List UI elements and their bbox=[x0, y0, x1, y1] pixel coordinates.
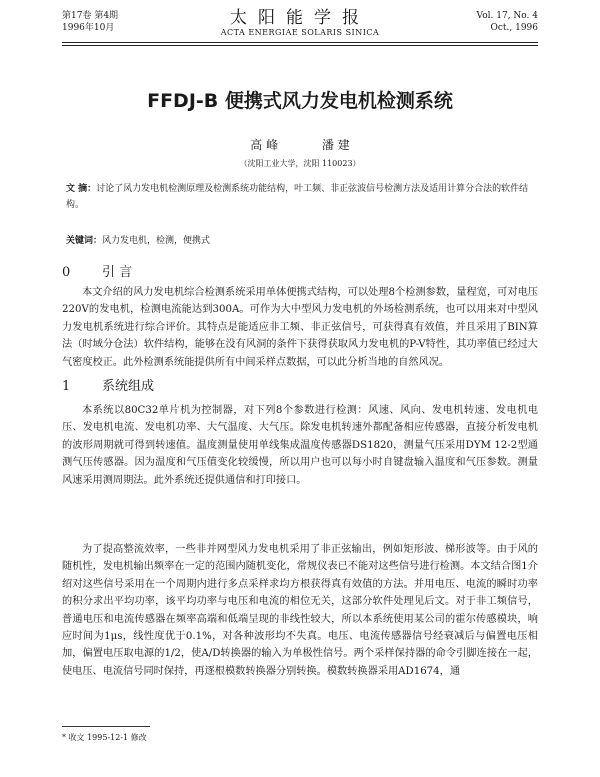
section-title: 引 言 bbox=[102, 265, 133, 280]
section-title: 系统组成 bbox=[102, 379, 155, 394]
issue-info bbox=[62, 10, 118, 34]
body-paragraph: 本系统以80C32单片机为控制器，对下列8个参数进行检测：风速、风向、发电机转速、发电机电压、发电机电流、发电机功率、大气温度、大气压。除发电机转速外都配备相应传感器，直接分析发电机的波形周期就可得到转速值。温度测量使用单线集成温度传感器DS1820，测量气压采用DYM 12-2型通测气压传感器。因为温度和气压值变化较缓慢，所以用户也可以每小时自键盘输入温度和气压参数。测量风速采用测周期法。此外系统还提供通信和打印接口。 bbox=[62, 405, 538, 486]
issue-volume: 第17卷 第4期 bbox=[62, 11, 119, 21]
volume-date: Oct., 1996 bbox=[490, 23, 538, 33]
abstract-label: 文 摘： bbox=[66, 184, 97, 194]
keywords-text: 风力发电机，检测，便携式 bbox=[102, 236, 211, 246]
header-rule bbox=[62, 42, 538, 43]
journal-name bbox=[221, 8, 380, 38]
keywords-label: 关键词： bbox=[66, 236, 103, 246]
volume-info bbox=[477, 10, 538, 34]
affiliation: （沈阳工业大学，沈阳 110023） bbox=[239, 159, 361, 168]
journal-name-cn: 太阳能学报 bbox=[229, 8, 370, 28]
header-rule-double bbox=[62, 45, 538, 46]
section-heading-introduction bbox=[62, 261, 132, 280]
section-number: 0 bbox=[62, 265, 71, 280]
abstract-text: 讨论了风力发电机检测原理及检测系统功能结构，叶工频、非正弦波信号检测方法及适用计算分合法的软件结构。 bbox=[66, 184, 529, 210]
section-number: 1 bbox=[62, 379, 71, 394]
footnote: * 收文 1995-12-1 修改 bbox=[62, 733, 147, 742]
section-heading-system bbox=[62, 375, 154, 394]
footnote-rule bbox=[62, 726, 150, 727]
author-line bbox=[0, 136, 600, 153]
body-paragraph: 为了提高整流效率，一些非并网型风力发电机采用了非正弦输出，例如矩形波、梯形波等。由于风的随机性，发电机输出频率在一定的范围内随机变化，常规仪表已不能对这些信号进行检测。本文结合图1介绍对这些信号采用在一个周期内进行多点采样求均方根获得真有效值的方法。并用电压、电流的瞬时功率的积分求出平均功率，该平均功率与电压和电流的相位无关，这部分软件处理见后文。对于非工频信号，普通电压和电流传感器在频率高端和低端呈现的非线性较大，所以本系统使用某公司的霍尔传感模块，响应时间为1μs，线性度优于0.1%，对各种波形均不失真。电压、电流传感器信号经衰减后与偏置电压相加，偏置电压取电源的1/2，使A/D转换器的输入为单极性信号。两个采样保持器的命令引脚连接在一起，使电压、电流信号同时保持，再逐根模数转换器分别转换。模数转换器采用AD1674，通 bbox=[62, 544, 538, 677]
body-paragraph: 本文介绍的风力发电机综合检测系统采用单体便携式结构，可以处理8个检测参数，量程宽，可对电压220V的发电机，检测电流能达到300A。可作为大中型风力发电机的外场检测系统，也可以用来对中型风力发电机系统进行综合评价。其特点是能适应非工频、非正弦信号，可获得真有效值，并且采用了BIN算法（时域分仓法）软件结构，能够在没有风洞的条件下获得获取风力发电机的P-V特性，其功率值已经过大气密度校正。此外检测系统能提供所有中间采样点数据，可以此分析当地的自然风况。 bbox=[62, 287, 538, 368]
volume-number: Vol. 17, No. 4 bbox=[476, 11, 538, 21]
issue-date: 1996年10月 bbox=[62, 23, 115, 33]
abstract bbox=[66, 181, 532, 213]
author-name: 高 峰 bbox=[250, 138, 279, 152]
keywords bbox=[66, 233, 532, 246]
paper-title: FFDJ-B 便携式风力发电机检测系统 bbox=[147, 90, 453, 112]
author-name: 潘 建 bbox=[321, 138, 350, 152]
journal-name-en: ACTA ENERGIAE SOLARIS SINICA bbox=[220, 28, 380, 37]
